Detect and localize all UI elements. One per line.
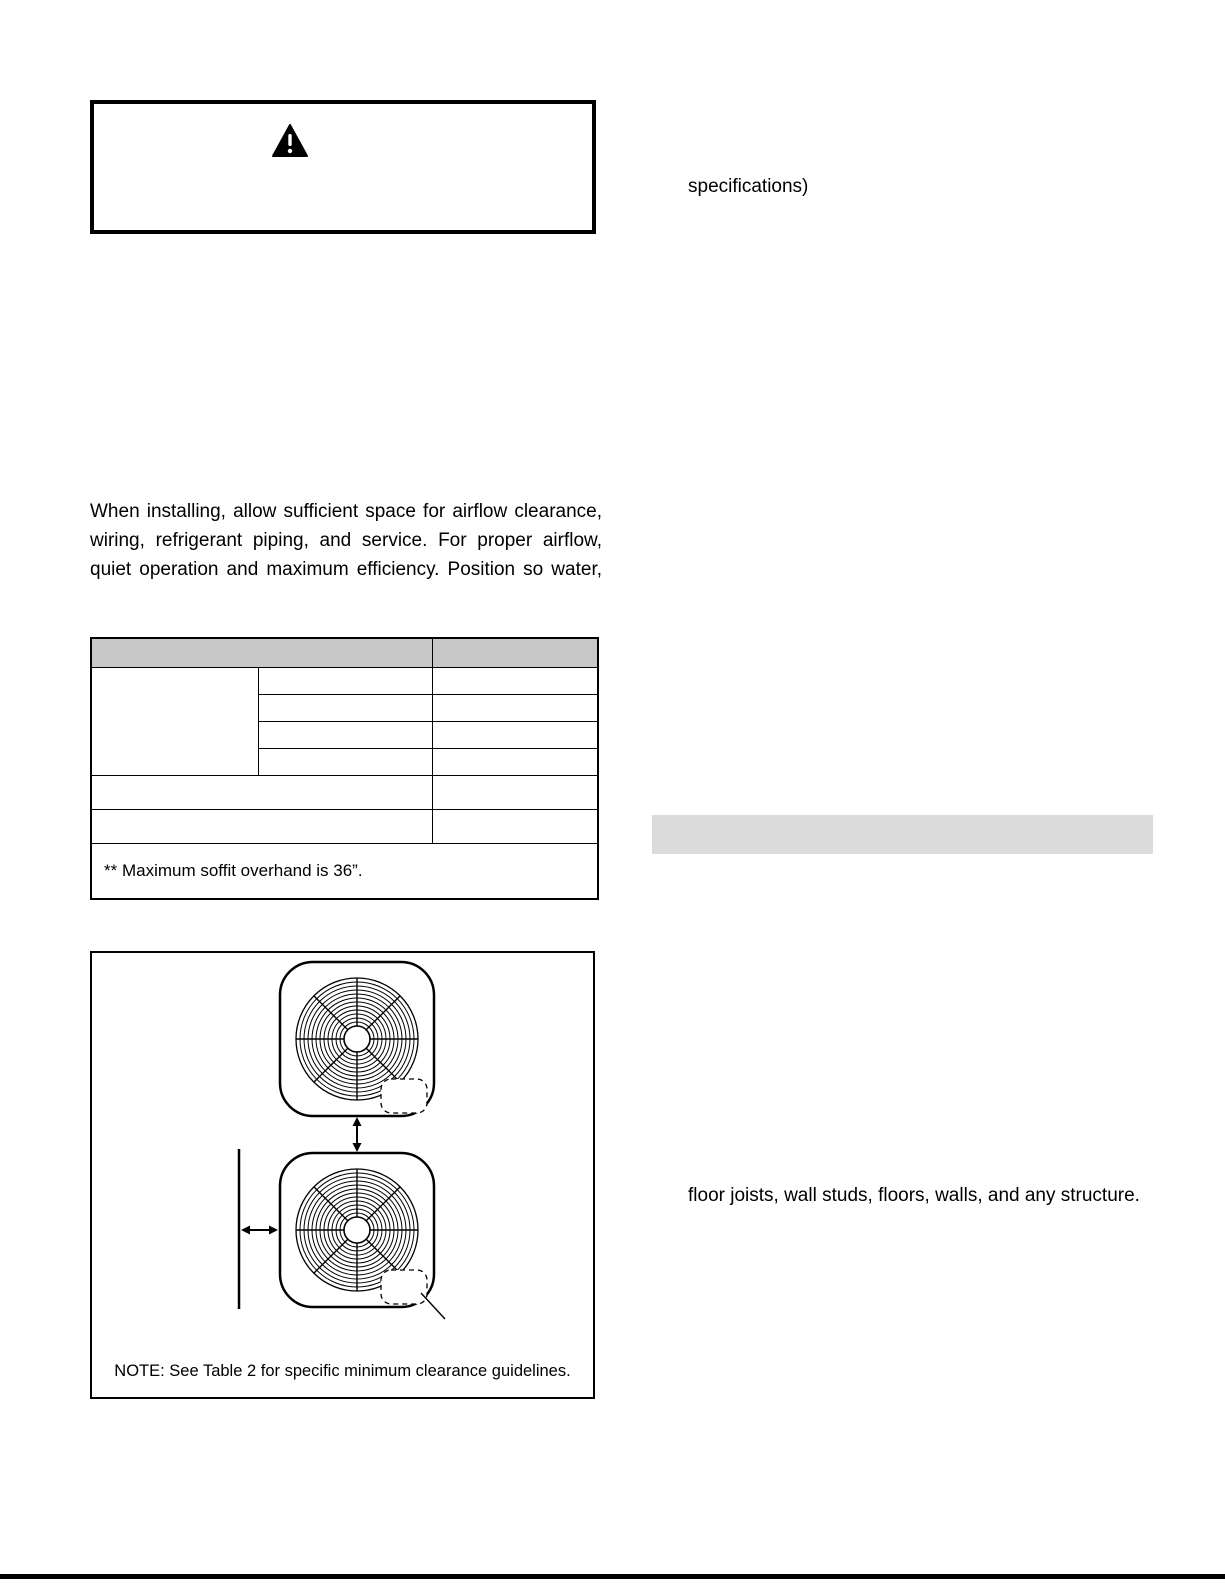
table-cell — [91, 667, 258, 775]
paragraph-line: wiring, refrigerant piping, and service. For proper airflow, — [90, 530, 602, 551]
specifications-text: specifications) — [688, 176, 809, 197]
table-cell — [91, 775, 432, 809]
clearance-figure — [90, 951, 595, 1399]
horizontal-clearance-arrow — [241, 1226, 278, 1235]
table-header-row — [91, 638, 598, 667]
paragraph-line: quiet operation and maximum efficiency. Position so water, — [90, 559, 602, 580]
table-cell — [91, 809, 432, 843]
table-cell — [432, 748, 598, 775]
table-header-cell — [91, 638, 432, 667]
table-cell — [258, 694, 432, 721]
table-footnote-row — [91, 843, 598, 899]
structure-text: floor joists, wall studs, floors, walls, and any structure. — [688, 1185, 1140, 1206]
warning-box — [90, 100, 596, 234]
page-bottom-rule — [0, 1574, 1225, 1579]
table-cell — [432, 694, 598, 721]
section-heading-bar — [652, 815, 1153, 854]
install-paragraph — [90, 497, 602, 584]
table-cell — [258, 721, 432, 748]
fan-unit-bottom — [280, 1153, 434, 1307]
warning-triangle-icon — [272, 124, 308, 158]
table-footnote: ** Maximum soffit overhand is 36”. — [91, 843, 598, 899]
table-row — [91, 809, 598, 843]
table-cell — [432, 721, 598, 748]
table-cell — [432, 775, 598, 809]
table-cell — [258, 748, 432, 775]
fan-clearance-diagram — [92, 953, 593, 1335]
service-panel-pointer-line — [421, 1293, 445, 1319]
table-cell — [258, 667, 432, 694]
paragraph-line: When installing, allow sufficient space for airflow clearance, — [90, 501, 602, 522]
table-cell — [432, 667, 598, 694]
clearance-table — [90, 637, 599, 900]
vertical-clearance-arrow — [353, 1117, 362, 1152]
table-row — [91, 775, 598, 809]
table-cell — [432, 809, 598, 843]
fan-unit-top — [280, 962, 434, 1116]
figure-note: NOTE: See Table 2 for specific minimum clearance guidelines. — [114, 1362, 571, 1380]
table-row — [91, 667, 598, 694]
table-header-cell — [432, 638, 598, 667]
